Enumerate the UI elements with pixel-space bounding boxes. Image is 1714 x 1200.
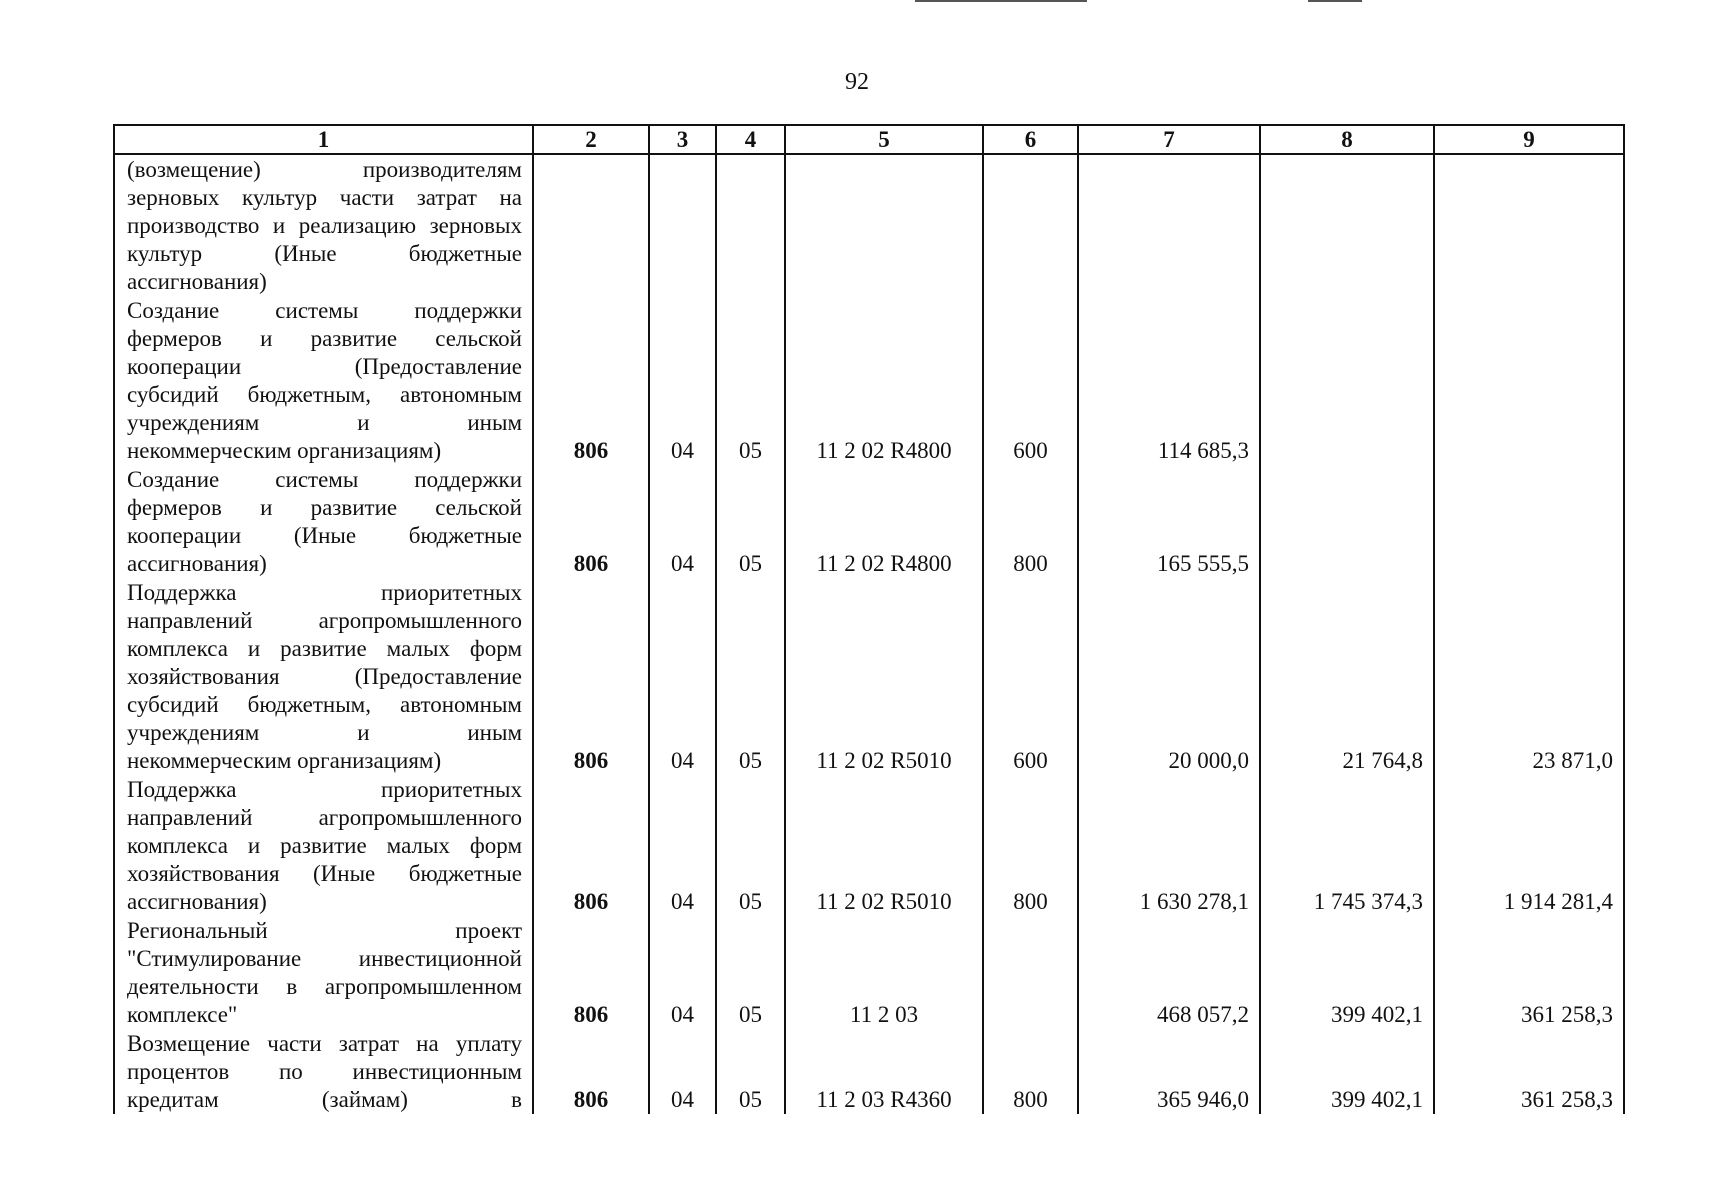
grbs-cell: 806 bbox=[533, 1029, 649, 1114]
section-cell: 04 bbox=[649, 916, 716, 1029]
grbs-cell bbox=[533, 154, 649, 296]
target-article-cell: 11 2 02 R4800 bbox=[785, 465, 983, 578]
subsection-cell: 05 bbox=[716, 465, 785, 578]
description-line: кооперации (Предоставление bbox=[127, 354, 522, 379]
description-last-line: ассигнования) bbox=[127, 551, 267, 576]
description-line: деятельности в агропромышленном bbox=[127, 974, 522, 999]
grbs-cell: 806 bbox=[533, 916, 649, 1029]
description-line: фермеров и развитие сельской bbox=[127, 326, 522, 351]
table-row bbox=[114, 775, 1624, 916]
description-line: хозяйствования (Предоставление bbox=[127, 664, 522, 689]
description-cell bbox=[114, 775, 533, 916]
section-cell: 04 bbox=[649, 465, 716, 578]
description-line: "Стимулирование инвестиционной bbox=[127, 946, 522, 971]
expense-type-cell bbox=[983, 154, 1078, 296]
grbs-cell: 806 bbox=[533, 775, 649, 916]
col-header-4: 4 bbox=[716, 125, 785, 154]
amount-col8-cell: 21 764,8 bbox=[1260, 578, 1434, 775]
grbs-cell: 806 bbox=[533, 465, 649, 578]
amount-col8-cell bbox=[1260, 296, 1434, 465]
amount-col8-cell: 1 745 374,3 bbox=[1260, 775, 1434, 916]
expense-type-cell: 600 bbox=[983, 296, 1078, 465]
description-line: культур (Иные бюджетные bbox=[127, 241, 522, 266]
description-line: процентов по инвестиционным bbox=[127, 1059, 522, 1084]
target-article-cell: 11 2 03 bbox=[785, 916, 983, 1029]
table-row bbox=[114, 154, 1624, 296]
description-line: Поддержка приоритетных bbox=[127, 777, 522, 802]
amount-col7-cell: 468 057,2 bbox=[1078, 916, 1260, 1029]
amount-col8-cell: 399 402,1 bbox=[1260, 1029, 1434, 1114]
expense-type-cell: 800 bbox=[983, 775, 1078, 916]
description-line: Возмещение части затрат на уплату bbox=[127, 1031, 522, 1056]
description-cell bbox=[114, 154, 533, 296]
description-line: учреждениям и иным bbox=[127, 410, 522, 435]
col-header-2: 2 bbox=[533, 125, 649, 154]
description-line: кредитам (займам) в bbox=[127, 1087, 522, 1112]
target-article-cell: 11 2 03 R4360 bbox=[785, 1029, 983, 1114]
subsection-cell bbox=[716, 154, 785, 296]
section-cell: 04 bbox=[649, 775, 716, 916]
table-row bbox=[114, 578, 1624, 775]
description-cell bbox=[114, 1029, 533, 1114]
description-line: Поддержка приоритетных bbox=[127, 580, 522, 605]
description-line: направлений агропромышленного bbox=[127, 805, 522, 830]
expense-type-cell: 800 bbox=[983, 465, 1078, 578]
amount-col9-cell bbox=[1434, 154, 1624, 296]
amount-col7-cell: 1 630 278,1 bbox=[1078, 775, 1260, 916]
target-article-cell: 11 2 02 R5010 bbox=[785, 775, 983, 916]
description-line: учреждениям и иным bbox=[127, 720, 522, 745]
amount-col8-cell bbox=[1260, 154, 1434, 296]
description-line: Региональный проект bbox=[127, 918, 522, 943]
col-header-7: 7 bbox=[1078, 125, 1260, 154]
amount-col8-cell bbox=[1260, 465, 1434, 578]
col-header-9: 9 bbox=[1434, 125, 1624, 154]
table-row bbox=[114, 465, 1624, 578]
amount-col9-cell bbox=[1434, 296, 1624, 465]
description-cell bbox=[114, 916, 533, 1029]
description-line: Создание системы поддержки bbox=[127, 298, 522, 323]
section-cell: 04 bbox=[649, 1029, 716, 1114]
page-number: 92 bbox=[845, 69, 869, 95]
expense-type-cell: 800 bbox=[983, 1029, 1078, 1114]
description-line: комплекса и развитие малых форм bbox=[127, 833, 522, 858]
amount-col7-cell: 365 946,0 bbox=[1078, 1029, 1260, 1114]
description-line: производство и реализацию зерновых bbox=[127, 213, 522, 238]
description-line: (возмещение) производителям bbox=[127, 157, 522, 182]
top-rule-2 bbox=[1308, 0, 1362, 2]
amount-col9-cell: 23 871,0 bbox=[1434, 578, 1624, 775]
subsection-cell: 05 bbox=[716, 1029, 785, 1114]
budget-table bbox=[113, 124, 1625, 1114]
subsection-cell: 05 bbox=[716, 916, 785, 1029]
amount-col7-cell: 20 000,0 bbox=[1078, 578, 1260, 775]
description-line: кооперации (Иные бюджетные bbox=[127, 523, 522, 548]
subsection-cell: 05 bbox=[716, 296, 785, 465]
section-cell: 04 bbox=[649, 578, 716, 775]
description-line: направлений агропромышленного bbox=[127, 608, 522, 633]
description-line: субсидий бюджетным, автономным bbox=[127, 692, 522, 717]
col-header-3: 3 bbox=[649, 125, 716, 154]
table-row bbox=[114, 296, 1624, 465]
amount-col9-cell: 1 914 281,4 bbox=[1434, 775, 1624, 916]
description-cell bbox=[114, 296, 533, 465]
grbs-cell: 806 bbox=[533, 578, 649, 775]
description-line: хозяйствования (Иные бюджетные bbox=[127, 861, 522, 886]
target-article-cell: 11 2 02 R4800 bbox=[785, 296, 983, 465]
description-cell bbox=[114, 465, 533, 578]
description-last-line: некоммерческим организациям) bbox=[127, 748, 442, 773]
col-header-1: 1 bbox=[114, 125, 533, 154]
table-row bbox=[114, 916, 1624, 1029]
amount-col7-cell: 165 555,5 bbox=[1078, 465, 1260, 578]
target-article-cell bbox=[785, 154, 983, 296]
amount-col7-cell: 114 685,3 bbox=[1078, 296, 1260, 465]
col-header-5: 5 bbox=[785, 125, 983, 154]
section-cell bbox=[649, 154, 716, 296]
col-header-6: 6 bbox=[983, 125, 1078, 154]
description-last-line: ассигнования) bbox=[127, 889, 267, 914]
amount-col9-cell: 361 258,3 bbox=[1434, 916, 1624, 1029]
subsection-cell: 05 bbox=[716, 775, 785, 916]
amount-col9-cell: 361 258,3 bbox=[1434, 1029, 1624, 1114]
description-line: комплекса и развитие малых форм bbox=[127, 636, 522, 661]
description-last-line: некоммерческим организациям) bbox=[127, 438, 442, 463]
description-last-line: ассигнования) bbox=[127, 269, 267, 294]
description-line: зерновых культур части затрат на bbox=[127, 185, 522, 210]
amount-col9-cell bbox=[1434, 465, 1624, 578]
target-article-cell: 11 2 02 R5010 bbox=[785, 578, 983, 775]
description-last-line: комплексе" bbox=[127, 1002, 238, 1027]
amount-col8-cell: 399 402,1 bbox=[1260, 916, 1434, 1029]
expense-type-cell bbox=[983, 916, 1078, 1029]
expense-type-cell: 600 bbox=[983, 578, 1078, 775]
header-row bbox=[114, 125, 1624, 154]
table-row bbox=[114, 1029, 1624, 1114]
top-rule-1 bbox=[915, 0, 1087, 2]
description-line: фермеров и развитие сельской bbox=[127, 495, 522, 520]
description-line: субсидий бюджетным, автономным bbox=[127, 382, 522, 407]
description-cell bbox=[114, 578, 533, 775]
description-line: Создание системы поддержки bbox=[127, 467, 522, 492]
section-cell: 04 bbox=[649, 296, 716, 465]
grbs-cell: 806 bbox=[533, 296, 649, 465]
col-header-8: 8 bbox=[1260, 125, 1434, 154]
amount-col7-cell bbox=[1078, 154, 1260, 296]
subsection-cell: 05 bbox=[716, 578, 785, 775]
